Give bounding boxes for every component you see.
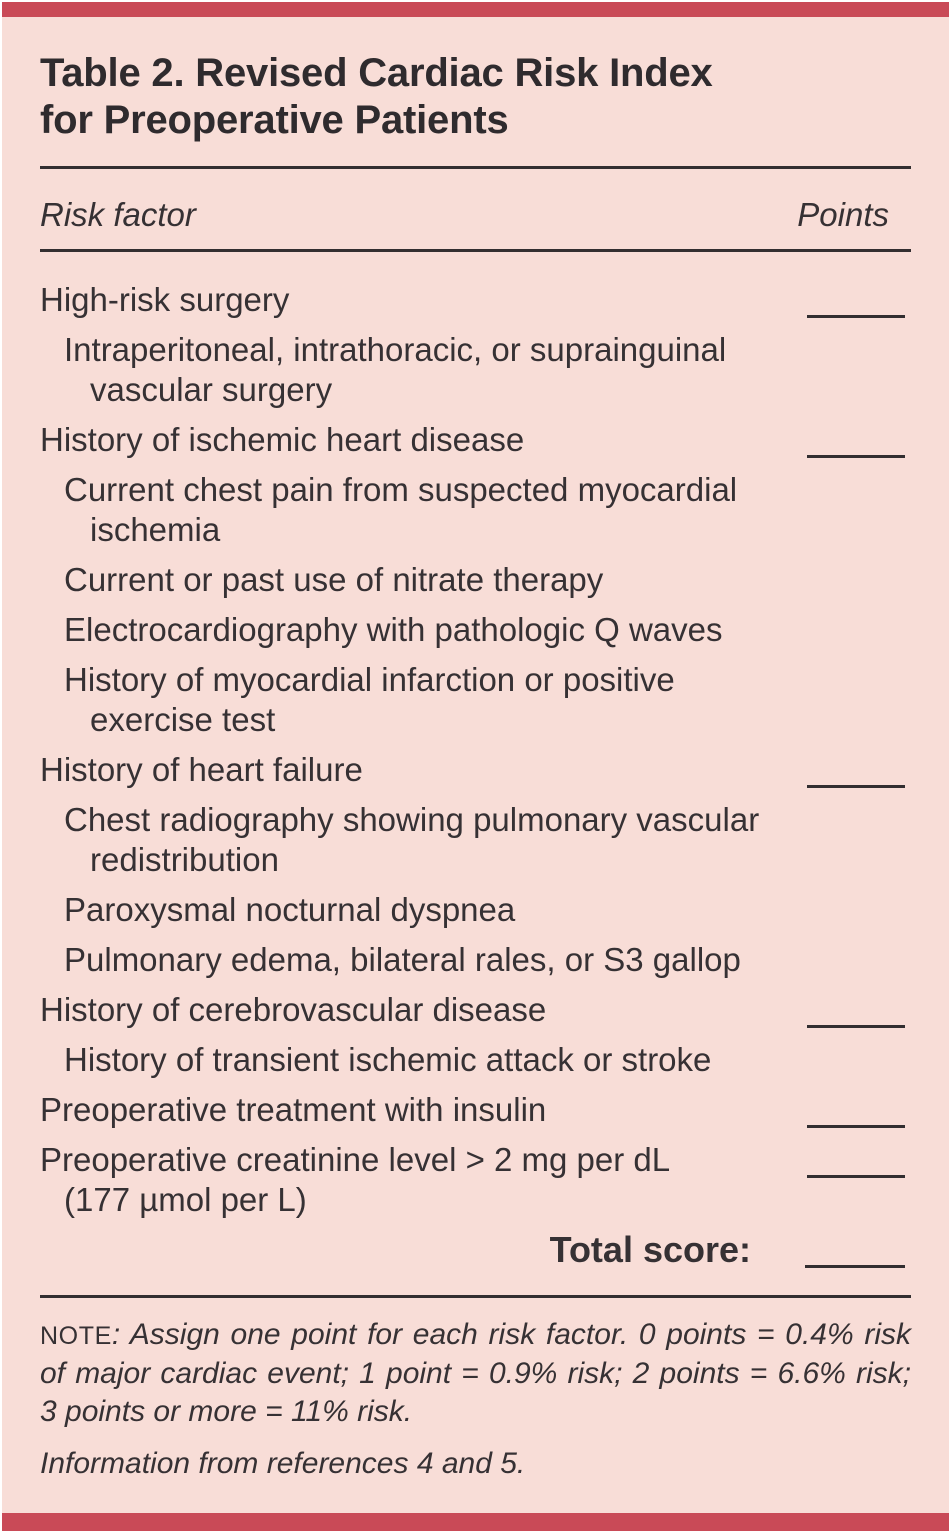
risk-factor-line: ischemia xyxy=(90,511,221,548)
risk-factor-line: History of transient ischemic attack or stroke xyxy=(64,1041,712,1078)
risk-factor-label xyxy=(40,990,807,1030)
risk-factor-label xyxy=(40,330,911,410)
risk-factor-line: Preoperative treatment with insulin xyxy=(40,1091,547,1128)
table-row xyxy=(40,560,911,600)
column-header-risk-factor: Risk factor xyxy=(40,196,196,233)
source-text: Information from references 4 and 5. xyxy=(40,1447,526,1480)
table-row xyxy=(40,280,911,320)
points-blank-line xyxy=(807,280,905,318)
risk-factor-line: Electrocardiography with pathologic Q waves xyxy=(64,611,723,648)
divider-bottom xyxy=(40,1295,911,1298)
divider-header xyxy=(40,249,911,252)
total-score-row xyxy=(40,1230,911,1270)
bottom-accent-bar xyxy=(2,1513,949,1531)
risk-factor-label xyxy=(40,940,911,980)
risk-factor-label xyxy=(40,280,807,320)
risk-factor-line: Current chest pain from suspected myocardial xyxy=(64,471,738,508)
risk-factor-line: History of cerebrovascular disease xyxy=(40,991,547,1028)
risk-factor-line: (177 µmol per L) xyxy=(64,1181,307,1218)
points-blank-line xyxy=(807,750,905,788)
risk-factor-line: History of heart failure xyxy=(40,751,363,788)
table-title-line: Table 2. Revised Cardiac Risk Index xyxy=(40,51,713,95)
points-blank-line xyxy=(807,1090,905,1128)
risk-factor-label xyxy=(40,750,807,790)
risk-factor-line: Chest radiography showing pulmonary vascular xyxy=(64,801,760,838)
column-header-row xyxy=(40,195,911,235)
points-blank-line xyxy=(807,990,905,1028)
table-row xyxy=(40,330,911,410)
table-row xyxy=(40,470,911,550)
table-row xyxy=(40,990,911,1030)
risk-factor-line: vascular surgery xyxy=(90,371,333,408)
table-panel xyxy=(2,17,949,1513)
risk-factor-label xyxy=(40,610,911,650)
table-row xyxy=(40,420,911,460)
note-text xyxy=(40,1316,911,1431)
total-score-label: Total score: xyxy=(549,1229,751,1270)
risk-factor-label xyxy=(40,560,911,600)
risk-factor-line: Intraperitoneal, intrathoracic, or suprainguinal xyxy=(64,331,727,368)
top-accent-bar xyxy=(2,2,949,17)
risk-factor-label xyxy=(40,660,911,740)
risk-factor-line: History of ischemic heart disease xyxy=(40,421,525,458)
table-row xyxy=(40,610,911,650)
table-row xyxy=(40,940,911,980)
risk-factor-label xyxy=(40,800,911,880)
risk-factor-label xyxy=(40,1140,807,1220)
note-body: : Assign one point for each risk factor. 0 points = 0.4% risk of major cardiac event; 1 point = 0.9% risk; 2 points = 6.6% risk; 3 points or more = 11% risk. xyxy=(40,1318,911,1428)
table-row xyxy=(40,1140,911,1220)
table-title-line: for Preoperative Patients xyxy=(40,98,509,142)
risk-factor-label xyxy=(40,1090,807,1130)
table-title xyxy=(40,50,911,144)
risk-factor-line: History of myocardial infarction or positive xyxy=(64,661,675,698)
risk-factor-line: Current or past use of nitrate therapy xyxy=(64,561,604,598)
risk-factor-line: Preoperative creatinine level > 2 mg per dL xyxy=(40,1141,671,1178)
points-blank-line xyxy=(807,1140,905,1178)
risk-factor-line: redistribution xyxy=(90,841,279,878)
divider-top xyxy=(40,166,911,169)
table-row xyxy=(40,890,911,930)
table-row xyxy=(40,800,911,880)
column-header-points: Points xyxy=(797,196,889,233)
risk-factor-label xyxy=(40,890,911,930)
note-label: NOTE xyxy=(40,1322,112,1350)
table-row xyxy=(40,1090,911,1130)
risk-factor-table xyxy=(40,280,911,1220)
risk-factor-label xyxy=(40,420,807,460)
table-row xyxy=(40,750,911,790)
total-score-blank-line xyxy=(805,1230,905,1268)
risk-factor-label xyxy=(40,470,911,550)
risk-factor-line: exercise test xyxy=(90,701,276,738)
points-blank-line xyxy=(807,420,905,458)
risk-factor-label xyxy=(40,1040,911,1080)
table-row xyxy=(40,1040,911,1080)
risk-factor-line: Pulmonary edema, bilateral rales, or S3 gallop xyxy=(64,941,741,978)
table-row xyxy=(40,660,911,740)
risk-factor-line: High-risk surgery xyxy=(40,281,290,318)
risk-factor-line: Paroxysmal nocturnal dyspnea xyxy=(64,891,516,928)
